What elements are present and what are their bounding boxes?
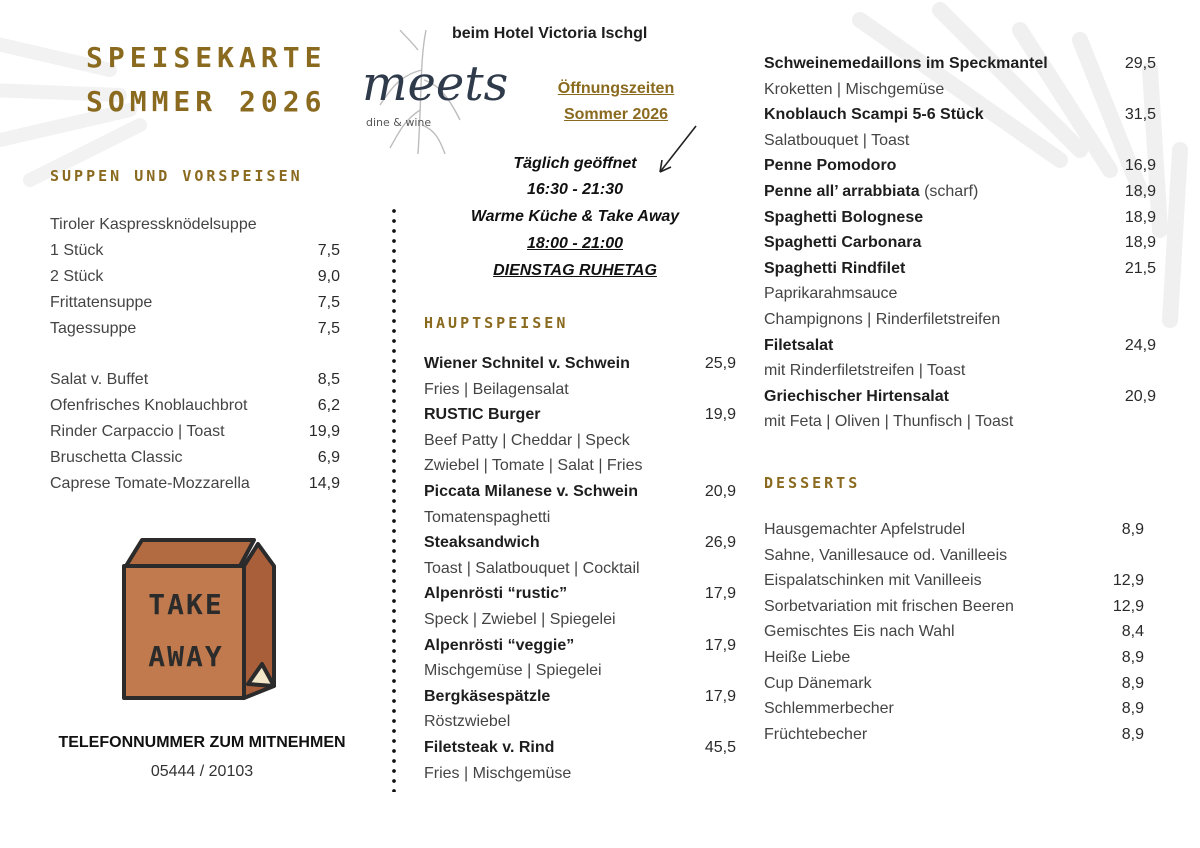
menu-item-price: 9,0 xyxy=(317,268,340,285)
menu-item-price: 14,9 xyxy=(308,475,340,492)
menu-item-price: 20,9 xyxy=(1124,387,1156,405)
menu-item-name: Spaghetti Rindfilet xyxy=(764,259,906,277)
menu-item-name: Filetsalat xyxy=(764,336,834,354)
menu-item-description: Beef Patty | Cheddar | Speck xyxy=(424,431,630,449)
menu-item-price: 21,5 xyxy=(1124,259,1156,277)
desserts-heading: DESSERTS xyxy=(764,474,861,492)
menu-item-name: Wiener Schnitel v. Schwein xyxy=(424,355,630,372)
menu-item-name: Spaghetti Bolognese xyxy=(764,208,924,226)
menu-item-price: 25,9 xyxy=(704,355,736,372)
menu-item-price: 8,9 xyxy=(1121,521,1144,538)
menu-item-name: Steaksandwich xyxy=(424,534,540,552)
menu-item-price: 16,9 xyxy=(1124,157,1156,175)
menu-title-line2: SOMMER 2026 xyxy=(86,85,327,118)
menu-item-name: Sorbetvariation mit frischen Beeren xyxy=(764,597,1014,615)
logo-subline: dine & wine xyxy=(366,116,432,129)
menu-item-price: 8,9 xyxy=(1121,674,1144,692)
dotted-divider xyxy=(392,206,396,792)
menu-item-price: 17,9 xyxy=(704,636,736,654)
logo-wordmark: meets xyxy=(362,56,509,112)
menu-item-price: 8,9 xyxy=(1121,649,1144,666)
hotel-line: beim Hotel Victoria Ischgl xyxy=(452,25,648,42)
opening-kitchen: Warme Küche & Take Away xyxy=(470,208,680,225)
menu-item-price: 18,9 xyxy=(1124,208,1156,226)
phone-number: 05444 / 20103 xyxy=(150,763,254,780)
menu-item-price: 20,9 xyxy=(704,483,736,500)
menu-item-name: Rinder Carpaccio | Toast xyxy=(50,423,225,440)
menu-item-name: Bruschetta Classic xyxy=(50,449,183,466)
menu-item-price: 8,9 xyxy=(1121,700,1144,718)
meets-logo xyxy=(360,30,509,154)
menu-item-price: 7,5 xyxy=(317,242,340,259)
menu-item-price: 18,9 xyxy=(1124,234,1156,252)
menu-item-name: RUSTIC Burger xyxy=(424,406,541,424)
soups-heading: SUPPEN UND VORSPEISEN xyxy=(50,167,303,185)
menu-item-price: 8,5 xyxy=(317,371,340,388)
menu-item-description: Speck | Zwiebel | Spiegelei xyxy=(424,611,616,628)
menu-item-name: Sahne, Vanillesauce od. Vanilleeis xyxy=(764,546,1008,564)
menu-item-price: 17,9 xyxy=(704,687,736,705)
menu-item-description: Zwiebel | Tomate | Salat | Fries xyxy=(424,457,643,475)
menu-item-name: Ofenfrisches Knoblauchbrot xyxy=(50,397,248,414)
menu-item-name: Piccata Milanese v. Schwein xyxy=(424,483,639,500)
menu-item-price: 7,5 xyxy=(317,320,340,337)
menu-item-name: Tagessuppe xyxy=(50,320,137,337)
bag-text-away: AWAY xyxy=(148,640,224,673)
menu-item-price: 19,9 xyxy=(704,406,736,424)
menu-item-name: 2 Stück xyxy=(50,268,104,285)
menu-item-name: Caprese Tomate-Mozzarella xyxy=(50,475,250,492)
menu-item-name: Spaghetti Carbonara xyxy=(764,234,922,252)
menu-item-description: Mischgemüse | Spiegelei xyxy=(424,662,602,680)
menu-item-name: Bergkäsespätzle xyxy=(424,687,551,705)
menu-item-price: 6,9 xyxy=(317,449,340,466)
menu-item-description: Röstzwiebel xyxy=(424,713,511,731)
menu-item-name: Tiroler Kaspressknödelsuppe xyxy=(50,216,257,233)
menu-item-price: 6,2 xyxy=(317,397,340,414)
menu-item-name: Schweinemedaillons im Speckmantel xyxy=(764,55,1048,72)
menu-item-name: Griechischer Hirtensalat xyxy=(764,387,949,405)
menu-item-price: 12,9 xyxy=(1112,597,1144,615)
menu-item-price: 24,9 xyxy=(1124,336,1156,354)
menu-item-price: 12,9 xyxy=(1112,572,1144,590)
opening-rest-day: DIENSTAG RUHETAG xyxy=(493,262,657,279)
menu-item-name: Salat v. Buffet xyxy=(50,371,149,388)
menu-item-name: Heiße Liebe xyxy=(764,649,851,666)
menu-item-price: 8,9 xyxy=(1121,725,1144,743)
menu-item-description: Toast | Salatbouquet | Cocktail xyxy=(424,559,640,577)
phone-label: TELEFONNUMMER ZUM MITNEHMEN xyxy=(58,734,346,751)
menu-item-price: 19,9 xyxy=(308,423,340,440)
menu-item-name: Schlemmerbecher xyxy=(764,700,894,718)
opening-heading-line2: Sommer 2026 xyxy=(563,106,669,123)
menu-item-name: Eispalatschinken mit Vanilleeis xyxy=(764,572,982,590)
menu-item-note: (scharf) xyxy=(919,183,979,200)
opening-kitchen-hours: 18:00 - 21:00 xyxy=(526,235,624,252)
menu-item-name: Früchtebecher xyxy=(764,725,868,743)
menu-item-description: Fries | Beilagensalat xyxy=(424,380,569,398)
menu-item-name: Alpenrösti “veggie” xyxy=(424,636,575,654)
menu-item-description: Tomatenspaghetti xyxy=(424,508,551,526)
menu-item-price: 31,5 xyxy=(1124,106,1156,124)
menu-item-description: Kroketten | Mischgemüse xyxy=(764,80,945,98)
menu-item-price: 29,5 xyxy=(1124,55,1156,72)
menu-item-description: Paprikarahmsauce xyxy=(764,285,898,303)
takeaway-bag xyxy=(118,536,280,702)
menu-item-name: Penne all’ arrabbiata (scharf) xyxy=(764,183,979,200)
menu-item-name: Filetsteak v. Rind xyxy=(424,739,555,756)
opening-heading-line1: Öffnungszeiten xyxy=(557,80,675,97)
menu-item-description: Salatbouquet | Toast xyxy=(764,131,910,149)
menu-item-price: 17,9 xyxy=(704,585,736,603)
menu-item-price: 7,5 xyxy=(317,294,340,311)
menu-item-price: 18,9 xyxy=(1124,183,1156,200)
menu-item-description: mit Rinderfiletstreifen | Toast xyxy=(764,362,966,380)
menu-item-name: Gemischtes Eis nach Wahl xyxy=(764,623,955,641)
menu-item-name: Cup Dänemark xyxy=(764,674,872,692)
opening-daily-hours: 16:30 - 21:30 xyxy=(526,181,624,198)
menu-item-description: Champignons | Rinderfiletstreifen xyxy=(764,311,1001,328)
bag-text-take: TAKE xyxy=(148,588,224,621)
menu-item-name: Alpenrösti “rustic” xyxy=(424,585,568,603)
menu-item-price: 45,5 xyxy=(704,739,736,756)
menu-item-name: Penne Pomodoro xyxy=(764,157,897,175)
menu-item-name: Frittatensuppe xyxy=(50,294,153,311)
menu-item-description: mit Feta | Oliven | Thunfisch | Toast xyxy=(764,413,1014,431)
menu-title-line1: SPEISEKARTE xyxy=(86,41,327,74)
opening-daily: Täglich geöffnet xyxy=(513,155,637,172)
menu-item-name: Knoblauch Scampi 5-6 Stück xyxy=(764,106,984,124)
menu-item-name: 1 Stück xyxy=(50,242,104,259)
menu-item-price: 26,9 xyxy=(704,534,736,552)
menu-item-name: Hausgemachter Apfelstrudel xyxy=(764,521,965,538)
mains-heading: HAUPTSPEISEN xyxy=(424,314,569,332)
menu-item-price: 8,4 xyxy=(1121,623,1144,641)
menu-item-description: Fries | Mischgemüse xyxy=(424,764,572,782)
